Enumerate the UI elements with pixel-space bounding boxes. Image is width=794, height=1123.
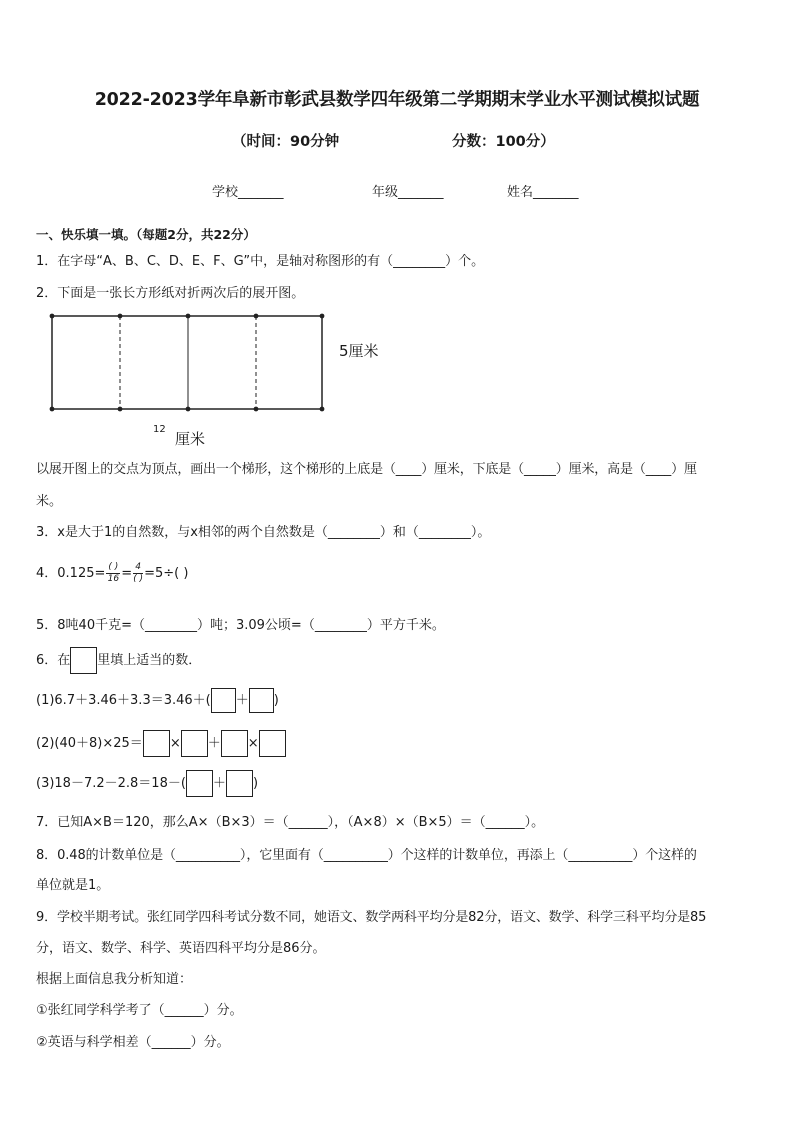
q4-suffix: =5÷( ) [144, 566, 189, 581]
question-8-line-2: 单位就是1。 [36, 878, 110, 893]
question-7: 7．已知A×B＝120，那么A×（B×3）＝（______），（A×8）×（B×5）＝（______）。 [36, 815, 545, 830]
answer-box[interactable] [211, 688, 236, 713]
paper-outline [52, 316, 322, 409]
question-4 [36, 562, 188, 585]
question-6-part-1: (1)6.7＋3.46＋3.3＝3.46＋( ＋ ) [36, 688, 279, 713]
answer-box[interactable] [181, 730, 208, 757]
answer-box[interactable] [221, 730, 248, 757]
answer-box[interactable] [186, 770, 213, 797]
name-field: 姓名_______ [507, 185, 579, 200]
answer-box[interactable] [226, 770, 253, 797]
answer-box[interactable] [249, 688, 274, 713]
unfolded-paper-diagram [44, 308, 334, 418]
grade-field: 年级_______ [372, 185, 444, 200]
answer-box-sample [70, 647, 97, 674]
question-2-line-1: 以展开图上的交点为顶点，画出一个梯形，这个梯形的上底是（____）厘米，下底是（_____）厘米，高是（____）厘 [36, 462, 697, 477]
fraction-1: $\frac{( )}{16}$ [107, 562, 120, 584]
question-9-item-2: ②英语与科学相差（______）分。 [36, 1035, 230, 1050]
q4-equals: = [121, 566, 133, 581]
exam-score: 分数：100分） [452, 134, 555, 150]
question-9-line-1: 9．学校半期考试。张红同学四科考试分数不同，她语文、数学两科平均分是82分，语文、数学、科学三科平均分是85 [36, 910, 707, 925]
answer-box[interactable] [259, 730, 286, 757]
page-title: 2022-2023学年阜新市彰武县数学四年级第二学期期末学业水平测试模拟试题 [94, 90, 700, 110]
height-label: 5厘米 [339, 342, 379, 360]
question-6-part-3: (3)18－7.2－2.8＝18－( ＋ ) [36, 770, 258, 797]
answer-box[interactable] [143, 730, 170, 757]
question-2-text: 2．下面是一张长方形纸对折两次后的展开图。 [36, 286, 305, 301]
fraction-2: $\frac{4}{( )}$ [133, 562, 144, 584]
school-field: 学校_______ [212, 185, 284, 200]
width-label-unit: 厘米 [175, 430, 206, 448]
question-8-line-1: 8．0.48的计数单位是（__________），它里面有（__________）个这样的计数单位，再添上（__________）个这样的 [36, 848, 697, 863]
intersection-points [50, 314, 325, 412]
question-6-part-2: (2)(40＋8)×25＝ × ＋ × [36, 730, 286, 757]
question-5: 5．8吨40千克=（________）吨；3.09公顷=（________）平方千米。 [36, 618, 445, 633]
q4-prefix: 4．0.125= [36, 566, 106, 581]
question-9-item-1: ①张红同学科学考了（______）分。 [36, 1003, 243, 1018]
width-label-number: 12 [153, 424, 166, 435]
question-6-intro: 6．在 里填上适当的数． [36, 647, 201, 674]
question-3: 3．x是大于1的自然数，与x相邻的两个自然数是（________）和（________）。 [36, 525, 491, 540]
question-1: 1．在字母“A、B、C、D、E、F、G”中，是轴对称图形的有（________）个。 [36, 254, 485, 269]
section-heading: 一、快乐填一填。（每题2分，共22分） [36, 227, 256, 242]
question-9-line-2: 分，语文、数学、科学、英语四科平均分是86分。 [36, 941, 326, 956]
question-9-line-3: 根据上面信息我分析知道： [36, 972, 193, 987]
exam-time: （时间：90分钟 [232, 134, 340, 150]
question-2-line-2: 米。 [36, 494, 63, 509]
